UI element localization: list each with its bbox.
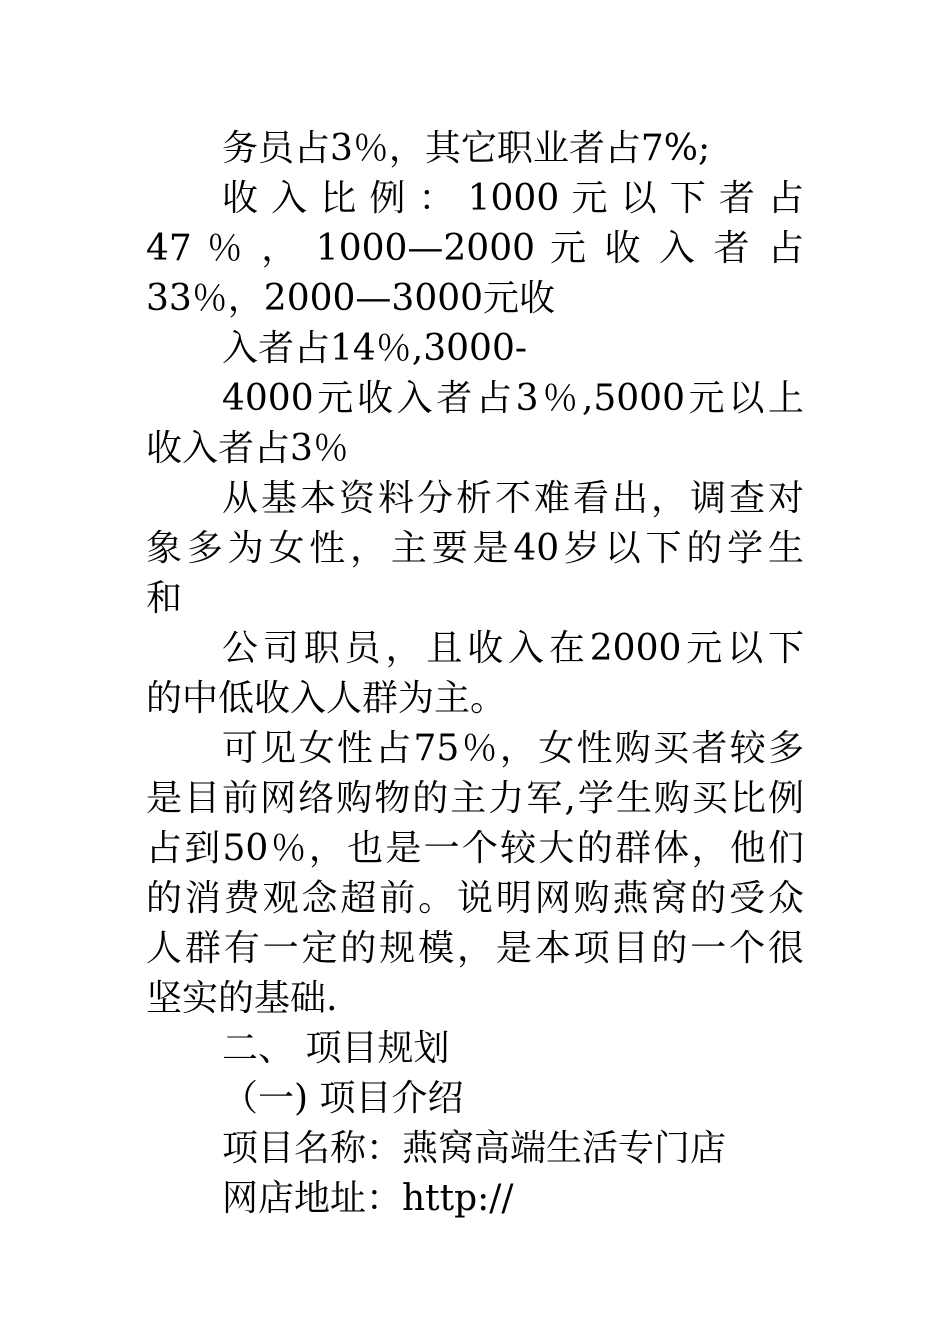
text-line: 坚实的基础.	[146, 978, 338, 1019]
text-line: 47 ％ ， 1000—2000 元 收 入 者 占	[146, 228, 804, 269]
shop-address-line: 网店地址：http://	[222, 1178, 514, 1219]
text-line: 是目前网络购物的主力军,学生购买比例	[146, 778, 804, 819]
text-line: 人群有一定的规模，是本项目的一个很	[146, 928, 804, 969]
text-line: 和	[146, 578, 183, 619]
text-line: 入者占14％,3000-	[222, 328, 528, 369]
text-line: 的消费观念超前。说明网购燕窝的受众	[146, 878, 804, 919]
text-line: 收入者占3％	[146, 428, 349, 469]
project-name-line: 项目名称：燕窝高端生活专门店	[222, 1128, 727, 1169]
text-line: 33％，2000—3000元收	[146, 278, 556, 319]
text-line: 务员占3％，其它职业者占7%;	[222, 128, 711, 169]
text-line: 收 入 比 例 ： 1000 元 以 下 者 占	[222, 178, 804, 219]
text-line: 象多为女性，主要是40岁以下的学生	[146, 528, 804, 569]
subsection-heading: （一) 项目介绍	[222, 1078, 464, 1119]
text-line: 可见女性占75％，女性购买者较多	[222, 728, 804, 769]
text-line: 从基本资料分析不难看出，调查对	[222, 478, 804, 519]
text-line: 4000元收入者占3％,5000元以上	[222, 378, 804, 419]
text-line: 公司职员，且收入在2000元以下	[222, 628, 804, 669]
text-line: 占到50％，也是一个较大的群体，他们	[146, 828, 804, 869]
section-heading: 二、 项目规划	[222, 1028, 450, 1069]
text-line: 的中低收入人群为主。	[146, 678, 507, 719]
